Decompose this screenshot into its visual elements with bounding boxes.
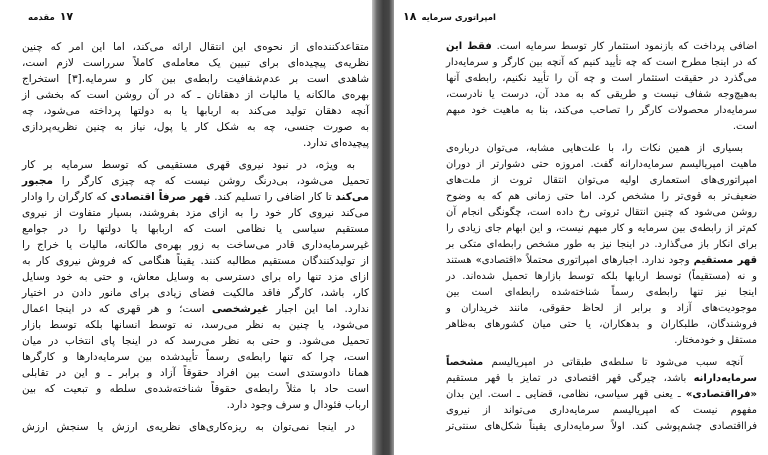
left-page bbox=[0, 0, 372, 455]
text-line bbox=[22, 157, 369, 173]
body-text: آنچه دهقان تولید می‌کند به اربابها یا به دولتها پرداخته می‌شود، چه bbox=[22, 105, 369, 117]
body-text: و نه (مستقیماً) توسط اربابها بلکه توسط بازارها تحمیل شده‌اند. در bbox=[446, 271, 757, 282]
body-text: به ویژه، در نبود نیروی قهری مستقیمی که توسط سرمایه بر کار bbox=[22, 159, 355, 171]
body-text: به صورت جنسی، چه به شکل کار یا پول، نیاز به چنین نظریه‌پردازی bbox=[22, 121, 369, 133]
body-text: بسیاری از همین نکات را، با علت‌هایی مشابه، می‌توان درباره‌ی bbox=[446, 143, 743, 154]
body-text: نظریه‌ی پیچیده‌ای برای تبیین یک معامله‌ی کاملاً سرراست لازم است، bbox=[22, 57, 369, 69]
text-line bbox=[22, 285, 369, 301]
body-text: مفهوم نیست که امپریالیسم سرمایه‌داری می‌تواند از نیروی bbox=[446, 405, 757, 416]
paragraph bbox=[22, 39, 369, 151]
text-line bbox=[446, 119, 757, 135]
body-text: ازای مزد تنها راه برای دسترسی به وسایل معاش، و حتی به خود وسایل bbox=[22, 271, 369, 283]
text-line bbox=[446, 419, 757, 435]
body-text: بهره‌ی مالکانه یا مالیات از دهقانان ـ که در آن روشن است که بخشی از bbox=[22, 89, 369, 101]
text-line bbox=[446, 333, 757, 349]
text-line bbox=[22, 119, 369, 135]
text-line bbox=[446, 71, 757, 87]
body-text: آنچه سبب می‌شود تا سلطه‌ی طبقاتی در امپریالیسم bbox=[483, 357, 743, 368]
page-number: ۱۸ bbox=[403, 10, 417, 23]
body-text: تحمیل می‌شود. و حتی به نظر می‌رسد که در اینجا پای انتخاب در میان bbox=[22, 335, 369, 347]
bold-text: سرمایه‌دارانه bbox=[693, 373, 757, 384]
body-text: به‌هیچ‌وجه شفاف نیست و طریقی که به مدد آن، درست یا نادرست، bbox=[446, 89, 757, 100]
text-line bbox=[22, 419, 369, 435]
text-line bbox=[446, 269, 757, 285]
body-text: از تولیدکنندگان مستقیم مطالبه کنند. یقیناً هنگامی که فروش نیروی کار به bbox=[22, 255, 369, 267]
body-text-block bbox=[22, 39, 369, 435]
text-line bbox=[22, 365, 369, 381]
text-line bbox=[22, 317, 369, 333]
paragraph bbox=[446, 355, 757, 435]
running-header bbox=[403, 10, 496, 24]
text-line bbox=[446, 371, 757, 387]
body-text: کار، باشد، کارگر فاقد مالکیت فضای زیادی برای مانور دادن در اختیار bbox=[22, 287, 369, 299]
body-text: مستقیم سیاسی یا نظامی است که اربابها یا دولتها را در جوامع bbox=[22, 223, 369, 235]
text-line bbox=[22, 333, 369, 349]
text-line bbox=[22, 301, 369, 317]
body-text: است، چرا که تنها رابطه‌ی رسماً تأییدشده بین سرمایه‌دارها و کارگرها bbox=[22, 351, 369, 363]
text-line bbox=[446, 285, 757, 301]
text-line bbox=[446, 87, 757, 103]
text-line bbox=[446, 103, 757, 119]
text-line bbox=[22, 205, 369, 221]
text-line bbox=[446, 253, 757, 269]
text-line bbox=[446, 387, 757, 403]
running-title: مقدمه bbox=[28, 13, 55, 23]
body-text: ضعیف‌تر به قوی‌تر را مشخص کرد. اما حتی زمانی هم که به وضوح bbox=[446, 191, 757, 202]
bold-text: مشخصاً bbox=[446, 357, 484, 368]
body-text: تحمیل می‌شود، بی‌درنگ روشن نیست که چه چیزی کارگر را bbox=[52, 175, 369, 187]
body-text: کم‌تر از رابطه‌ی بین سرمایه و کار مبهم نیست، و این ابهام جای زیادی را bbox=[446, 223, 757, 234]
body-text: امپراتوری‌های استعماری اولیه می‌توان انتقال ثروت از ملت‌های bbox=[446, 175, 757, 186]
body-text: فروشندگان، طلبکاران و بدهکاران، یا حتی میان کشورهای به‌ظاهر bbox=[446, 319, 757, 330]
text-line bbox=[22, 237, 369, 253]
body-text: مستقل و خودمختار. bbox=[674, 335, 757, 346]
body-text: باشد، چیرگی قهر اقتصادی در تمایز با قهر مستقیم bbox=[446, 373, 694, 384]
text-line bbox=[446, 39, 757, 55]
text-line bbox=[22, 39, 369, 55]
text-line bbox=[22, 189, 369, 205]
text-line bbox=[446, 317, 757, 333]
text-line bbox=[22, 253, 369, 269]
bold-text: قهر مستقیم bbox=[693, 255, 757, 266]
bold-text: قهر صرفاً اقتصادی bbox=[110, 191, 211, 203]
text-line bbox=[22, 87, 369, 103]
text-line bbox=[22, 397, 369, 413]
bold-text: فقط این bbox=[446, 41, 492, 52]
body-text: که در اینجا مطرح است که چه تأیید کنیم که آنچه بین کارگر و سرمایه‌دار bbox=[446, 57, 757, 68]
text-line bbox=[22, 173, 369, 189]
body-text: پیچیده‌ای ندارد. bbox=[303, 137, 369, 149]
text-line bbox=[22, 269, 369, 285]
body-text: برای انکار باز می‌گذارد. در اینجا نیز به طور مشخص رابطه‌ای متکی بر bbox=[446, 239, 757, 250]
paragraph bbox=[446, 39, 757, 135]
running-title: امپراتوری سرمایه bbox=[421, 13, 496, 23]
text-line bbox=[22, 103, 369, 119]
body-text: است حاد با مثلاً رابطه‌ی حقوقاً شناخته‌شده‌ی سلطه و تبعیت که بین bbox=[22, 383, 369, 395]
text-line bbox=[22, 135, 369, 151]
bold-text: مجبور bbox=[22, 175, 53, 187]
body-text: که کارگران را وادار bbox=[22, 191, 111, 203]
body-text: سرمایه‌دار محصولات کارگر را تصاحب می‌کند، بنا به ماهیت خود مبهم bbox=[446, 105, 757, 116]
text-line bbox=[446, 55, 757, 71]
paragraph bbox=[22, 419, 369, 435]
body-text: شاهدی است بر عدم‌شفافیت رابطه‌ی بین کار و سرمایه.[۳] استخراج bbox=[22, 73, 369, 85]
body-text: ندارد. اما این اجبار bbox=[268, 303, 369, 315]
text-line bbox=[22, 55, 369, 71]
text-line bbox=[446, 205, 757, 221]
right-page bbox=[394, 0, 768, 455]
bold-text: «فرااقتصادی» bbox=[685, 389, 757, 400]
text-line bbox=[446, 355, 757, 371]
paragraph bbox=[22, 157, 369, 413]
body-text: فرااقتصادی چشم‌پوشی کند. اولاً سرمایه‌داری یقیناً شکل‌های سنتی‌تر bbox=[446, 421, 757, 432]
text-line bbox=[446, 141, 757, 157]
body-text: می‌گذرد در حقیقت استثمار است و چه آن را تأیید نکنیم، رابطه‌ی آنها bbox=[446, 73, 757, 84]
text-line bbox=[446, 173, 757, 189]
body-text: در اینجا نمی‌توان به ریزه‌کاری‌های نظریه‌ی ارزش یا سنجش ارزش bbox=[22, 421, 355, 433]
text-line bbox=[446, 237, 757, 253]
body-text: است. bbox=[732, 121, 757, 132]
bold-text: غیرشخصی bbox=[211, 303, 269, 315]
body-text: می‌کند نیروی کار خود را به ازای مزد بفروشند، بسیار متفاوت از نیروی bbox=[22, 207, 369, 219]
body-text: می‌شود، یا چنین به نظر می‌رسد، نه توسط انسانها بلکه توسط بازار bbox=[22, 319, 369, 331]
text-line bbox=[22, 71, 369, 87]
body-text: است؛ و هر قهری که در اینجا اعمال bbox=[22, 303, 212, 315]
body-text: روشن می‌شود که چنین انتقال ثروتی رخ داده است، چگونگی انجام آن bbox=[446, 207, 757, 218]
body-text: تا کار اضافی را تسلیم کند. bbox=[210, 191, 336, 203]
body-text: وجود ندارد. اجبارهای امپراتوری محتملاً «اقتصادی» هستند bbox=[446, 255, 694, 266]
running-header bbox=[28, 10, 73, 24]
bold-text: می‌کند bbox=[335, 191, 370, 203]
text-line bbox=[446, 189, 757, 205]
body-text: اضافی پرداخت که بازنمود استثمار کار توسط سرمایه است. bbox=[491, 41, 757, 52]
text-line bbox=[22, 381, 369, 397]
book-gutter bbox=[372, 0, 394, 455]
text-line bbox=[446, 301, 757, 317]
body-text: ـ یعنی قهر سیاسی، نظامی، قضایی ـ است. این بدان bbox=[446, 389, 686, 400]
body-text: متقاعدکننده‌ای از نحوه‌ی این انتقال ارائه می‌کند، اما این امر که چنین bbox=[22, 41, 369, 53]
body-text: غیرسرمایه‌داری قادر می‌ساخت به زور بهره‌ی مالکانه، مالیات یا خراج را bbox=[22, 239, 369, 251]
body-text: ماهیت امپریالیسم سرمایه‌دارانه گفت. امروزه حتی دشوارتر از دوران bbox=[446, 159, 757, 170]
body-text: همانا دادوستدی است بین افراد حقوقاً آزاد و برابر ـ و این در تقابلی bbox=[22, 367, 369, 379]
text-line bbox=[446, 221, 757, 237]
body-text: ارباب فئودال و سرف وجود دارد. bbox=[226, 399, 369, 411]
body-text-block bbox=[446, 39, 757, 435]
paragraph bbox=[446, 141, 757, 349]
body-text: موجودیت‌های آزاد و برابر از لحاظ حقوقی، مانند خریداران و bbox=[446, 303, 757, 314]
page-number: ۱۷ bbox=[59, 10, 74, 23]
text-line bbox=[22, 349, 369, 365]
text-line bbox=[22, 221, 369, 237]
text-line bbox=[446, 157, 757, 173]
text-line bbox=[446, 403, 757, 419]
body-text: اینجا نیز تنها رابطه‌ی رسماً شناخته‌شده رابطه‌ای است بین bbox=[446, 287, 757, 298]
